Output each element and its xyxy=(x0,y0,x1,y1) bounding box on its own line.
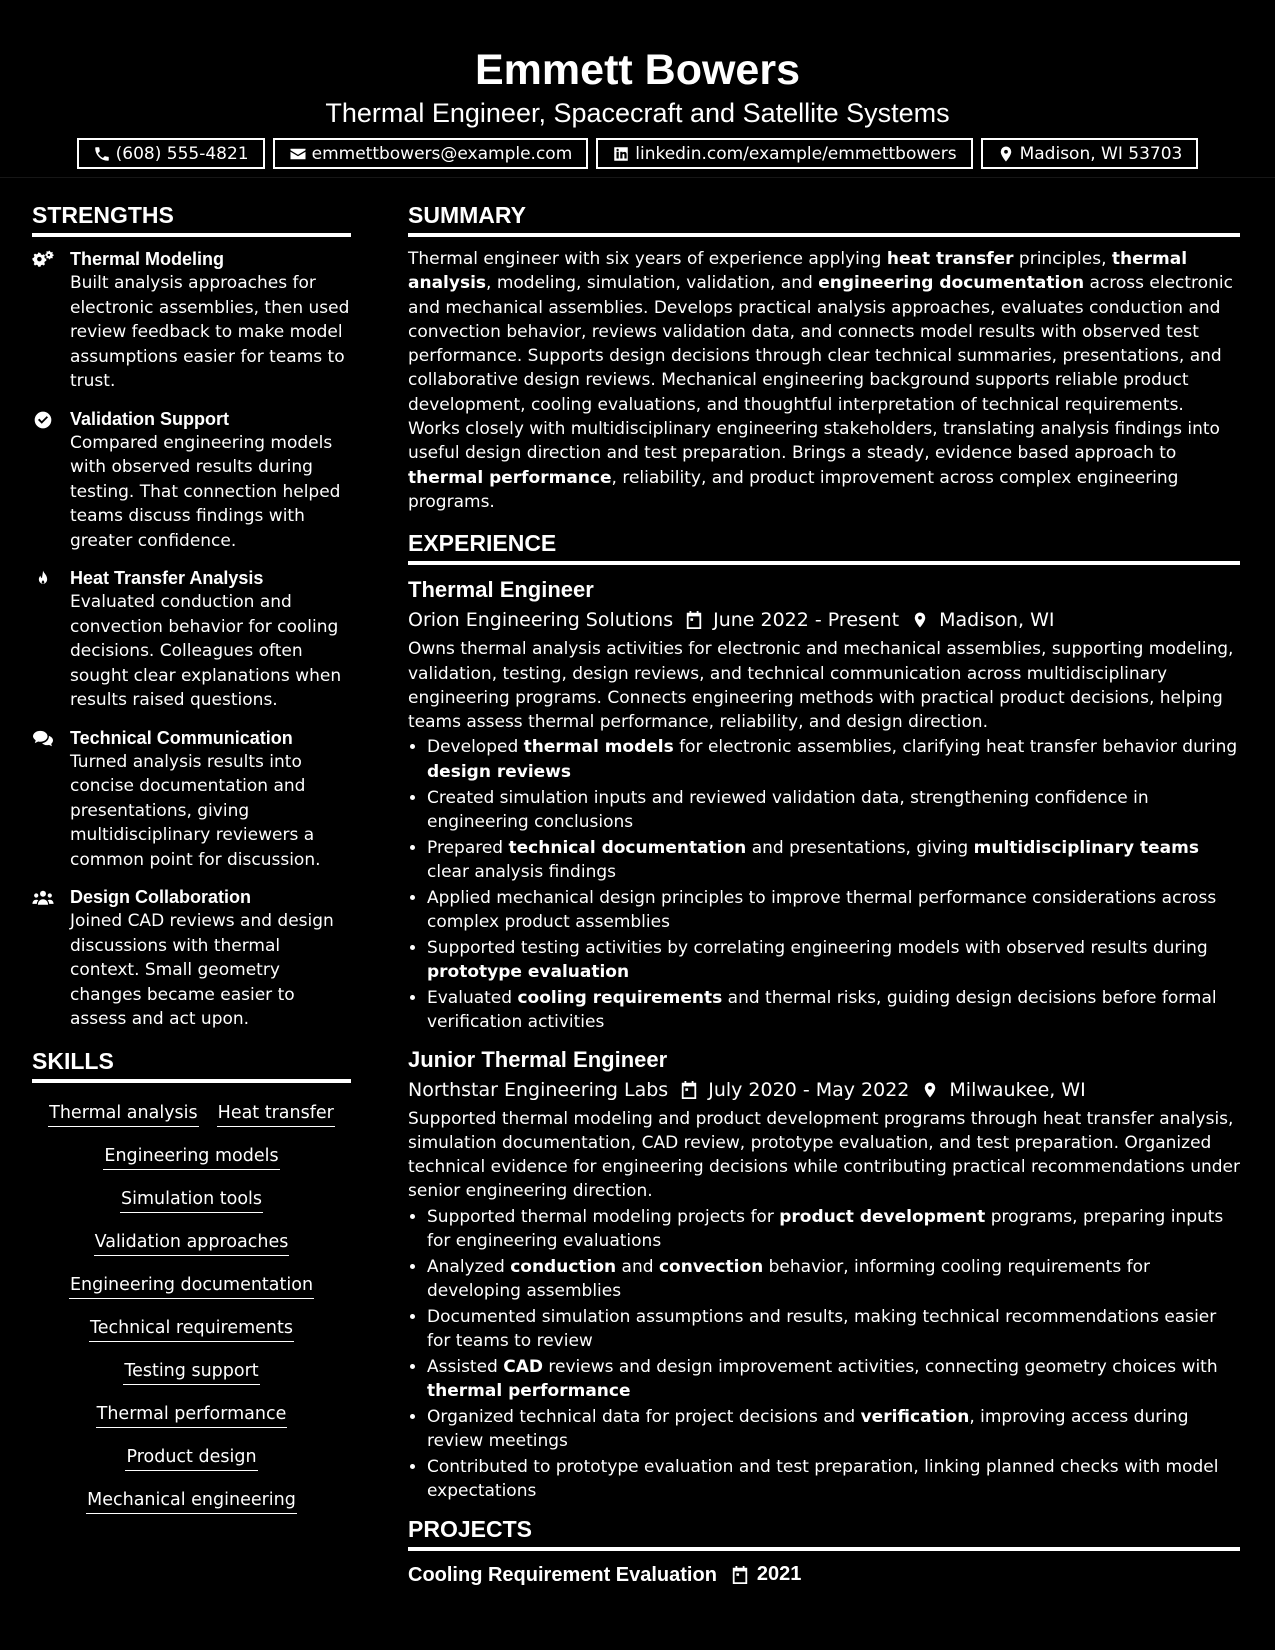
calendar-icon xyxy=(731,1565,749,1585)
text-segment: and presentations, giving xyxy=(746,837,974,858)
company-name: Orion Engineering Solutions xyxy=(408,609,674,632)
project-title: Cooling Requirement Evaluation xyxy=(408,1563,717,1586)
job-dates: June 2022 - Present xyxy=(713,609,900,632)
skill-tag: Engineering documentation xyxy=(69,1273,314,1299)
text-segment: Supported testing activities by correlating engineering models with observed results during xyxy=(427,937,1208,958)
job-bullet xyxy=(427,986,1240,1035)
strength-title: Thermal Modeling xyxy=(70,249,225,269)
map-pin-icon xyxy=(921,1080,939,1100)
bold-keyword: cooling requirements xyxy=(517,987,723,1008)
bold-keyword: prototype evaluation xyxy=(427,962,630,983)
strengths-heading: STRENGTHS xyxy=(32,200,351,237)
text-segment: Organized technical data for project decisions and xyxy=(427,1407,861,1428)
contact-email-text: emmettbowers@example.com xyxy=(311,143,573,164)
text-segment: Prepared xyxy=(427,837,509,858)
projects-heading: PROJECTS xyxy=(408,1514,1240,1551)
contact-linkedin-text: linkedin.com/example/emmettbowers xyxy=(635,143,957,164)
job-meta xyxy=(408,605,1240,635)
job-bullet xyxy=(427,1455,1240,1504)
skill-tag: Engineering models xyxy=(103,1144,279,1170)
strength-description: Turned analysis results into concise documentation and presentations, giving multidisciplinary reviewers a common point for discussion. xyxy=(70,751,321,870)
contact-phone[interactable] xyxy=(77,138,265,169)
text-segment: Evaluated xyxy=(427,987,518,1008)
bold-keyword: multidisciplinary teams xyxy=(973,837,1199,858)
calendar-icon xyxy=(680,1080,698,1100)
job-bullet xyxy=(427,786,1240,835)
job-meta xyxy=(408,1075,1240,1105)
strength-item xyxy=(32,726,351,873)
job-bullet xyxy=(427,1205,1240,1254)
text-segment: and xyxy=(616,1256,659,1277)
skill-tag: Heat transfer xyxy=(217,1101,335,1127)
contact-location xyxy=(981,138,1199,169)
skill-tag: Validation approaches xyxy=(94,1230,290,1256)
strength-description: Compared engineering models with observed results during testing. That connection helped teams discuss findings with greater confidence. xyxy=(70,432,341,551)
experience-list xyxy=(408,575,1240,1504)
job-bullets xyxy=(408,735,1240,1034)
bold-keyword: conduction xyxy=(510,1256,617,1277)
text-segment: Assisted xyxy=(427,1356,504,1377)
text-segment: Supported thermal modeling projects for xyxy=(427,1206,780,1227)
text-segment: Applied mechanical design principles to improve thermal performance considerations across complex product assemblies xyxy=(427,887,1217,933)
text-segment: Analyzed xyxy=(427,1256,511,1277)
strength-title: Validation Support xyxy=(70,408,230,429)
text-segment: , reliability, and product improvement across complex engineering programs. xyxy=(408,467,1179,512)
strength-description: Joined CAD reviews and design discussions with thermal context. Small geometry changes became easier to assess and act upon. xyxy=(70,911,334,1029)
skills-list xyxy=(32,1093,351,1514)
gears-icon xyxy=(32,250,54,270)
text-segment: Documented simulation assumptions and results, making technical recommendations easier for teams to review xyxy=(427,1306,1217,1352)
text-segment: principles, xyxy=(1013,249,1112,269)
job-summary: Owns thermal analysis activities for electronic and mechanical assemblies, supporting modeling, validation, testing, design reviews, and technical communication across multidisciplinary engineering programs. Connects engineering methods with practical product decisions, helping teams assess thermal performance, reliability, and design direction. xyxy=(408,639,1234,733)
skill-tag: Simulation tools xyxy=(120,1187,263,1213)
job-title: Junior Thermal Engineer xyxy=(408,1046,668,1072)
users-icon xyxy=(32,888,54,908)
job-bullet xyxy=(427,836,1240,885)
text-segment: programs, preparing inputs for engineering evaluations xyxy=(427,1206,1224,1251)
right-column xyxy=(408,200,1240,1589)
bold-keyword: thermal performance xyxy=(408,467,612,488)
company-name: Northstar Engineering Labs xyxy=(408,1078,669,1101)
check-circle-icon xyxy=(32,410,54,430)
contact-email[interactable] xyxy=(273,138,589,169)
text-segment: behavior, informing cooling requirements for developing assemblies xyxy=(427,1256,1150,1302)
contact-location-text: Madison, WI 53703 xyxy=(1019,143,1183,164)
comments-icon xyxy=(32,729,54,749)
strength-title: Technical Communication xyxy=(70,727,293,748)
job-bullet xyxy=(427,1255,1240,1304)
strength-description: Built analysis approaches for electronic assemblies, then used review feedback to make model assumptions easier for teams to trust. xyxy=(70,273,350,391)
text-segment: for electronic assemblies, clarifying heat transfer behavior during xyxy=(673,737,1238,758)
job-bullet xyxy=(427,1355,1240,1404)
job-dates: July 2020 - May 2022 xyxy=(708,1078,910,1101)
job-location: Milwaukee, WI xyxy=(949,1078,1086,1101)
job-summary: Supported thermal modeling and product development programs through heat transfer analysis, simulation documentation, CAD review, prototype evaluation, and test preparation. Organized technical evidence for engineering decisions while contributing practical recommendations under senior engineering direction. xyxy=(408,1108,1240,1202)
bold-keyword: technical documentation xyxy=(508,837,747,858)
bold-keyword: thermal models xyxy=(523,737,674,758)
strength-title: Heat Transfer Analysis xyxy=(70,568,264,588)
bold-keyword: thermal analysis xyxy=(408,249,1188,294)
skills-heading: SKILLS xyxy=(32,1046,351,1083)
summary-heading: SUMMARY xyxy=(408,200,1240,237)
envelope-icon xyxy=(289,145,307,163)
text-segment: Contributed to prototype evaluation and test preparation, linking planned checks with model expectations xyxy=(427,1457,1219,1502)
job-bullet xyxy=(427,1405,1240,1454)
candidate-title: Thermal Engineer, Spacecraft and Satellite Systems xyxy=(325,98,950,128)
map-pin-icon xyxy=(997,145,1015,163)
bold-keyword: design reviews xyxy=(427,761,572,782)
contact-phone-text: (608) 555-4821 xyxy=(115,143,249,164)
bold-keyword: convection xyxy=(658,1256,764,1277)
skill-tag: Product design xyxy=(125,1445,257,1471)
strength-description: Evaluated conduction and convection behavior for cooling decisions. Colleagues often sought clear explanations when results raised questions. xyxy=(70,592,342,710)
calendar-icon xyxy=(685,610,703,630)
contact-linkedin[interactable] xyxy=(596,138,972,169)
skill-tag: Testing support xyxy=(123,1359,259,1385)
text-segment: across electronic and mechanical assemblies. Develops practical analysis approaches, evaluates conduction and convection behavior, reviews validation data, and connects model results with observed test performance. Supports design decisions through clear technical summaries, presentations, and collaborative design reviews. Mechanical engineering background supports reliable product development, cooling evaluations, and thoughtful interpretation of technical requirements. Works closely with multidisciplinary engineering stakeholders, translating analysis findings into useful design direction and test preparation. Brings a steady, evidence based approach to xyxy=(408,273,1233,464)
job-location: Madison, WI xyxy=(939,609,1055,632)
left-column xyxy=(32,200,351,1514)
summary-text xyxy=(408,247,1240,514)
job-entry xyxy=(408,1045,1240,1504)
bold-keyword: CAD xyxy=(503,1356,543,1377)
job-title: Thermal Engineer xyxy=(408,577,594,603)
text-segment: , improving access during review meetings xyxy=(427,1407,1189,1452)
strength-item xyxy=(32,885,351,1032)
project-item xyxy=(408,1561,1240,1589)
skill-tag: Thermal performance xyxy=(96,1402,288,1428)
text-segment: and thermal risks, guiding design decisions before formal verification activities xyxy=(427,987,1217,1033)
job-bullet xyxy=(427,735,1240,784)
job-bullet xyxy=(427,886,1240,935)
phone-icon xyxy=(93,145,111,163)
map-pin-icon xyxy=(911,610,929,630)
strength-title: Design Collaboration xyxy=(70,887,252,907)
job-bullets xyxy=(408,1205,1240,1504)
project-year: 2021 xyxy=(756,1563,802,1586)
strength-item xyxy=(32,407,351,554)
bold-keyword: engineering documentation xyxy=(818,273,1085,294)
job-bullet xyxy=(427,936,1240,985)
skill-tag: Thermal analysis xyxy=(48,1101,199,1127)
bold-keyword: product development xyxy=(779,1206,986,1227)
text-segment: reviews and design improvement activities, connecting geometry choices with xyxy=(543,1356,1218,1377)
bold-keyword: thermal performance xyxy=(427,1381,631,1402)
text-segment: Thermal engineer with six years of experience applying xyxy=(408,249,887,269)
fire-icon xyxy=(32,569,54,589)
text-segment: Developed xyxy=(427,737,524,758)
job-entry xyxy=(408,575,1240,1034)
text-segment: , modeling, simulation, validation, and xyxy=(486,273,819,294)
strength-item xyxy=(32,566,351,713)
text-segment: Created simulation inputs and reviewed validation data, strengthening confidence in engineering conclusions xyxy=(427,787,1149,832)
strength-item xyxy=(32,247,351,394)
bold-keyword: verification xyxy=(860,1407,970,1428)
text-segment: clear analysis findings xyxy=(427,861,616,882)
contact-bar xyxy=(0,138,1275,169)
linkedin-icon xyxy=(612,145,630,163)
experience-heading: EXPERIENCE xyxy=(408,528,1240,565)
candidate-name: Emmett Bowers xyxy=(475,46,800,94)
skill-tag: Mechanical engineering xyxy=(86,1488,297,1514)
job-bullet xyxy=(427,1305,1240,1354)
skill-tag: Technical requirements xyxy=(89,1316,294,1342)
resume-header xyxy=(0,0,1275,178)
bold-keyword: heat transfer xyxy=(886,249,1014,269)
